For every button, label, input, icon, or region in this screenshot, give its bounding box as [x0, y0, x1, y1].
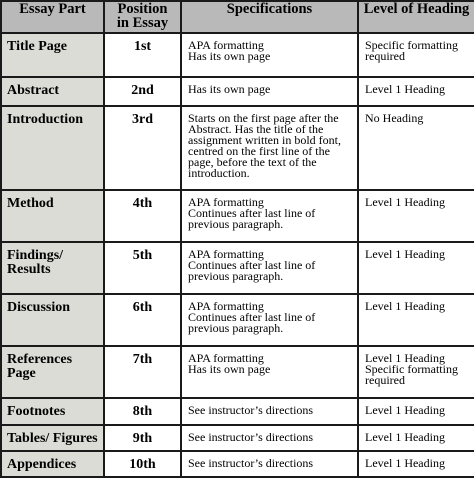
position-cell: 10th: [104, 451, 181, 477]
heading-level-cell: [358, 77, 474, 106]
position-cell: 8th: [104, 398, 181, 425]
table-row: [1, 242, 474, 294]
essay-part-cell: Findings/ Results: [1, 242, 104, 294]
heading-level-line: Level 1 Heading: [365, 456, 445, 470]
specification-line: APA formatting: [188, 195, 264, 209]
header-level-of-heading: Level of Heading: [358, 1, 474, 33]
specification-line: introduction.: [188, 166, 250, 180]
table-row: [1, 294, 474, 346]
specification-line: APA formatting: [188, 247, 264, 261]
specification-line: previous paragraph.: [188, 269, 284, 283]
specification-line: previous paragraph.: [188, 321, 284, 335]
specifications-cell: [181, 33, 358, 77]
heading-level-line: Level 1 Heading: [365, 247, 445, 261]
essay-part-cell: Method: [1, 190, 104, 242]
specification-line: Has its own page: [188, 49, 271, 63]
essay-part-cell: Appendices: [1, 451, 104, 477]
specification-line: centred on the first line of the: [188, 144, 330, 158]
specification-line: assignment written in bold font,: [188, 133, 341, 147]
specifications-cell: [181, 106, 358, 190]
specification-line: See instructor’s directions: [188, 403, 314, 417]
heading-level-line: Level 1 Heading: [365, 82, 445, 96]
specification-line: Continues after last line of: [188, 258, 316, 272]
table-row: [1, 77, 474, 106]
table-row: [1, 190, 474, 242]
specification-line: See instructor’s directions: [188, 456, 314, 470]
specifications-cell: [181, 425, 358, 451]
position-cell: 5th: [104, 242, 181, 294]
specification-line: Continues after last line of: [188, 206, 316, 220]
heading-level-cell: [358, 190, 474, 242]
heading-level-line: Level 1 Heading: [365, 351, 445, 365]
heading-level-line: Level 1 Heading: [365, 195, 445, 209]
table-row: [1, 33, 474, 77]
heading-level-line: Level 1 Heading: [365, 430, 445, 444]
essay-part-cell: References Page: [1, 346, 104, 398]
heading-level-line: No Heading: [365, 111, 424, 125]
header-position-line2: in Essay: [116, 15, 169, 31]
essay-part-cell: Introduction: [1, 106, 104, 190]
heading-level-cell: [358, 294, 474, 346]
table-body: [1, 33, 474, 477]
header-position-line1: Position: [117, 1, 168, 17]
table-row: [1, 346, 474, 398]
specification-line: Has its own page: [188, 82, 271, 96]
heading-level-line: required: [365, 49, 405, 63]
header-essay-part: Essay Part: [1, 1, 104, 33]
heading-level-line: Specific formatting: [365, 38, 458, 52]
position-cell: 2nd: [104, 77, 181, 106]
heading-level-cell: [358, 33, 474, 77]
heading-level-cell: [358, 106, 474, 190]
specifications-cell: [181, 346, 358, 398]
position-cell: 6th: [104, 294, 181, 346]
essay-part-cell: Footnotes: [1, 398, 104, 425]
specification-line: Starts on the first page after the: [188, 111, 339, 125]
specification-line: Continues after last line of: [188, 310, 316, 324]
specification-line: APA formatting: [188, 299, 264, 313]
specification-line: APA formatting: [188, 351, 264, 365]
table-row: [1, 106, 474, 190]
position-cell: 7th: [104, 346, 181, 398]
table-row: [1, 425, 474, 451]
specifications-cell: [181, 77, 358, 106]
heading-level-cell: [358, 451, 474, 477]
specifications-cell: [181, 451, 358, 477]
position-cell: 9th: [104, 425, 181, 451]
specification-line: page, before the text of the: [188, 155, 317, 169]
specifications-cell: [181, 242, 358, 294]
header-position: [104, 1, 181, 33]
specification-line: APA formatting: [188, 38, 264, 52]
specification-line: previous paragraph.: [188, 217, 284, 231]
essay-part-cell: Discussion: [1, 294, 104, 346]
essay-part-cell: Title Page: [1, 33, 104, 77]
specifications-cell: [181, 294, 358, 346]
heading-level-line: Level 1 Heading: [365, 403, 445, 417]
header-specifications: Specifications: [181, 1, 358, 33]
table-row: [1, 398, 474, 425]
position-cell: 1st: [104, 33, 181, 77]
specifications-cell: [181, 398, 358, 425]
heading-level-line: Specific formatting: [365, 362, 458, 376]
heading-level-line: required: [365, 373, 405, 387]
heading-level-cell: [358, 398, 474, 425]
heading-level-cell: [358, 242, 474, 294]
specification-line: See instructor’s directions: [188, 430, 314, 444]
position-cell: 3rd: [104, 106, 181, 190]
position-cell: 4th: [104, 190, 181, 242]
heading-level-line: Level 1 Heading: [365, 299, 445, 313]
table-row: [1, 451, 474, 477]
essay-part-cell: Tables/ Figures: [1, 425, 104, 451]
specification-line: Abstract. Has the title of the: [188, 122, 324, 136]
heading-level-cell: [358, 425, 474, 451]
table-header-row: [1, 1, 474, 33]
heading-level-cell: [358, 346, 474, 398]
essay-part-cell: Abstract: [1, 77, 104, 106]
specifications-cell: [181, 190, 358, 242]
specification-line: Has its own page: [188, 362, 271, 376]
